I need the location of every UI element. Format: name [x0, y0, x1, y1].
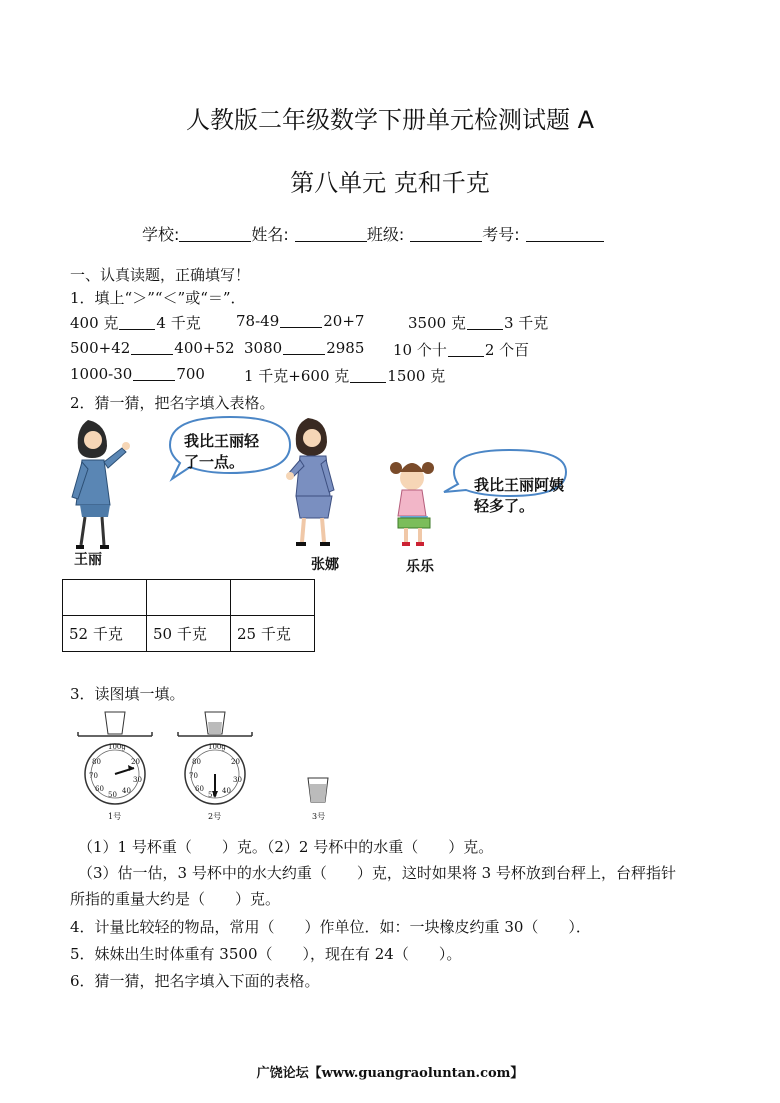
name-wangli: 王丽 — [74, 552, 102, 568]
dial2-label-80: 80 — [192, 758, 201, 766]
class-blank[interactable] — [410, 226, 482, 242]
q1-item: 1 千克+600 克 1500 克 — [244, 367, 446, 385]
q1-item: 3500 克 3 千克 — [408, 314, 549, 332]
bubble-lele: 我比王丽阿姨轻多了。 — [474, 476, 565, 515]
q3-scales — [70, 706, 350, 826]
q3-sub1: （1）1 号杯重（ ）克。（2）2 号杯中的水重（ ）克。 — [78, 838, 494, 856]
q3-sub3-line2: 所指的重量大约是（ ）克。 — [70, 890, 281, 908]
school-label: 学校: — [142, 225, 180, 244]
dial1-label-100: 100g — [108, 743, 126, 751]
name-label: 姓名: — [251, 225, 289, 244]
zhangna-figure — [286, 418, 334, 544]
dial2-label-60: 60 — [195, 785, 204, 793]
school-blank[interactable] — [179, 226, 251, 242]
q3-sub3-line1: （3）估一估，3 号杯中的水大约重（ ）克，这时如果将 3 号杯放到台秤上，台秤指针 — [78, 864, 676, 882]
dial2-label-40: 40 — [222, 787, 231, 795]
dial1-label-60: 60 — [95, 785, 104, 793]
answer-cell-1[interactable] — [63, 580, 147, 616]
cup-label-3: 3号 — [312, 812, 326, 821]
answer-cell-3[interactable] — [231, 580, 315, 616]
q1-item: 500+42 400+52 — [70, 339, 235, 357]
dial2-label-70: 70 — [189, 772, 198, 780]
cup-label-2: 2号 — [208, 812, 222, 821]
page-subtitle: 第八单元 克和千克 — [290, 169, 490, 197]
dial1-label-20: 20 — [131, 758, 140, 766]
bubble-zhangna: 我比王丽轻了一点。 — [184, 432, 260, 471]
q3-prompt: 3．读图填一填。 — [70, 685, 185, 703]
q1-item: 3080 2985 — [244, 339, 365, 357]
q1-prompt: 1．填上“＞”“＜”或“＝”． — [70, 289, 246, 307]
q1-item: 400 克 4 千克 — [70, 314, 201, 332]
dial2-label-30: 30 — [233, 776, 242, 784]
exam-no-label: 考号: — [482, 225, 520, 244]
q2-prompt: 2．猜一猜，把名字填入表格。 — [70, 394, 275, 412]
cup-3 — [308, 778, 328, 802]
q4-text: 4．计量比较轻的物品，常用（ ）作单位．如：一块橡皮约重 30（ ）． — [70, 918, 591, 936]
dial2-label-50: 50 — [208, 791, 217, 799]
weight-cell-1: 52 千克 — [63, 616, 147, 652]
dial1-label-40: 40 — [122, 787, 131, 795]
q2-answer-table — [62, 579, 315, 652]
q1-item: 10 个十 2 个百 — [393, 341, 530, 359]
name-zhangna: 张娜 — [311, 557, 339, 573]
weight-cell-3: 25 千克 — [231, 616, 315, 652]
wangli-figure — [72, 420, 130, 547]
class-label: 班级: — [366, 225, 405, 244]
q6-text: 6．猜一猜，把名字填入下面的表格。 — [70, 972, 320, 990]
answer-cell-2[interactable] — [147, 580, 231, 616]
table-row — [63, 616, 315, 652]
name-blank[interactable] — [295, 226, 367, 242]
q5-text: 5．妹妹出生时体重有 3500（ ），现在有 24（ ）。 — [70, 945, 462, 963]
footer: 广饶论坛【www.guangraoluntan.com】 — [256, 1066, 524, 1081]
dial2-label-20: 20 — [231, 758, 240, 766]
q1-item: 1000-30 700 — [70, 365, 205, 383]
dial1-label-70: 70 — [89, 772, 98, 780]
dial1-label-80: 80 — [92, 758, 101, 766]
info-line — [142, 222, 604, 245]
name-lele: 乐乐 — [406, 559, 434, 575]
lele-figure — [390, 462, 434, 544]
dial1-label-50: 50 — [108, 791, 117, 799]
cup-label-1: 1号 — [108, 812, 122, 821]
q1-item: 78-49 20+7 — [236, 312, 365, 330]
section-heading: 一、认真读题，正确填写！ — [70, 266, 251, 284]
exam-no-blank[interactable] — [526, 226, 604, 242]
weight-cell-2: 50 千克 — [147, 616, 231, 652]
dial1-label-30: 30 — [133, 776, 142, 784]
table-row — [63, 580, 315, 616]
dial2-label-100: 100g — [208, 743, 226, 751]
page-title: 人教版二年级数学下册单元检测试题 A — [185, 106, 595, 134]
